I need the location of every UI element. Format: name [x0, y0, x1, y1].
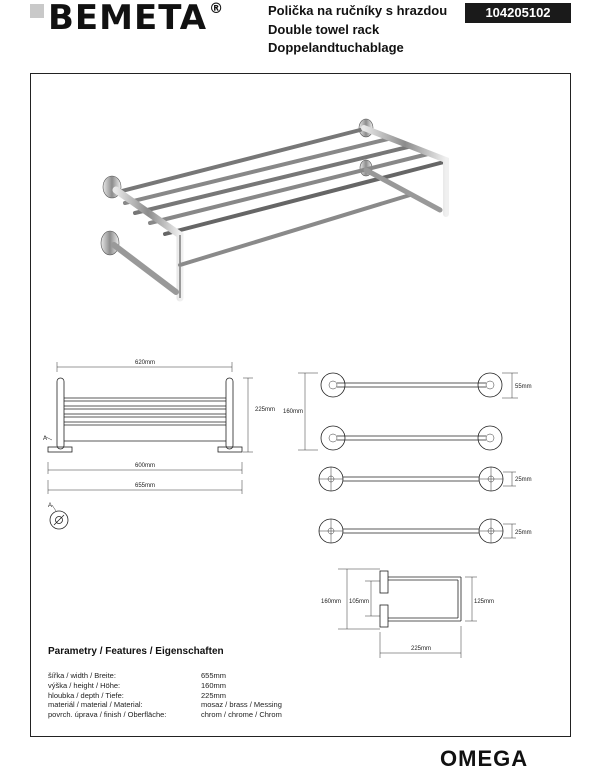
side-view — [321, 569, 494, 658]
dim-front-height: 225mm — [255, 407, 276, 413]
registered-mark: ® — [209, 1, 225, 17]
product-code: 104205102 — [465, 3, 571, 23]
dim-side-right: 125mm — [474, 599, 495, 605]
spec-key: materiál / material / Material: — [48, 700, 143, 710]
features-panel — [48, 646, 348, 720]
marker-a: A — [43, 436, 48, 442]
spec-row — [48, 700, 348, 710]
front-view — [43, 360, 275, 529]
spec-value: chrom / chrome / Chrom — [201, 710, 282, 720]
spec-value: 160mm — [201, 680, 227, 690]
dim-plan-offset-1: 25mm — [515, 477, 532, 483]
spec-value: 225mm — [201, 690, 227, 700]
dim-side-height: 160mm — [321, 599, 342, 605]
features-heading: Parametry / Features / Eigenschaften — [48, 646, 224, 657]
product-render — [101, 119, 446, 298]
brand-name: BEMETA — [48, 0, 208, 38]
spec-key: povrch. úprava / finish / Oberfläche: — [48, 710, 167, 720]
dim-side-inner: 105mm — [349, 599, 370, 605]
spec-key: hloubka / depth / Tiefe: — [48, 690, 124, 700]
title-german: Doppelandtuchablage — [268, 40, 404, 55]
dim-front-inner: 600mm — [134, 463, 156, 469]
dim-front-top: 620mm — [134, 360, 156, 366]
spec-row — [48, 691, 348, 701]
spec-row — [48, 681, 348, 691]
spec-key: šířka / width / Breite: — [48, 671, 116, 680]
spec-row — [48, 671, 348, 681]
rear-view — [283, 373, 532, 450]
dim-plan-offset-2: 25mm — [515, 530, 532, 536]
spec-row — [48, 710, 348, 720]
plan-view — [319, 467, 532, 543]
title-english: Double towel rack — [268, 21, 380, 37]
marker-a-detail: A — [48, 503, 53, 509]
dim-rear-height: 160mm — [283, 409, 304, 415]
series-name: OMEGA — [440, 746, 529, 771]
title-czech: Polička na ručníky s hrazdou — [268, 3, 448, 18]
dim-front-total: 655mm — [134, 483, 156, 489]
spec-key: výška / height / Höhe: — [48, 680, 121, 690]
spec-value: mosaz / brass / Messing — [201, 700, 282, 710]
circle-slash-icon — [50, 511, 68, 529]
dim-rear-gap: 55mm — [515, 384, 532, 390]
dim-side-depth: 225mm — [410, 646, 432, 652]
spec-value: 655mm — [201, 671, 227, 680]
